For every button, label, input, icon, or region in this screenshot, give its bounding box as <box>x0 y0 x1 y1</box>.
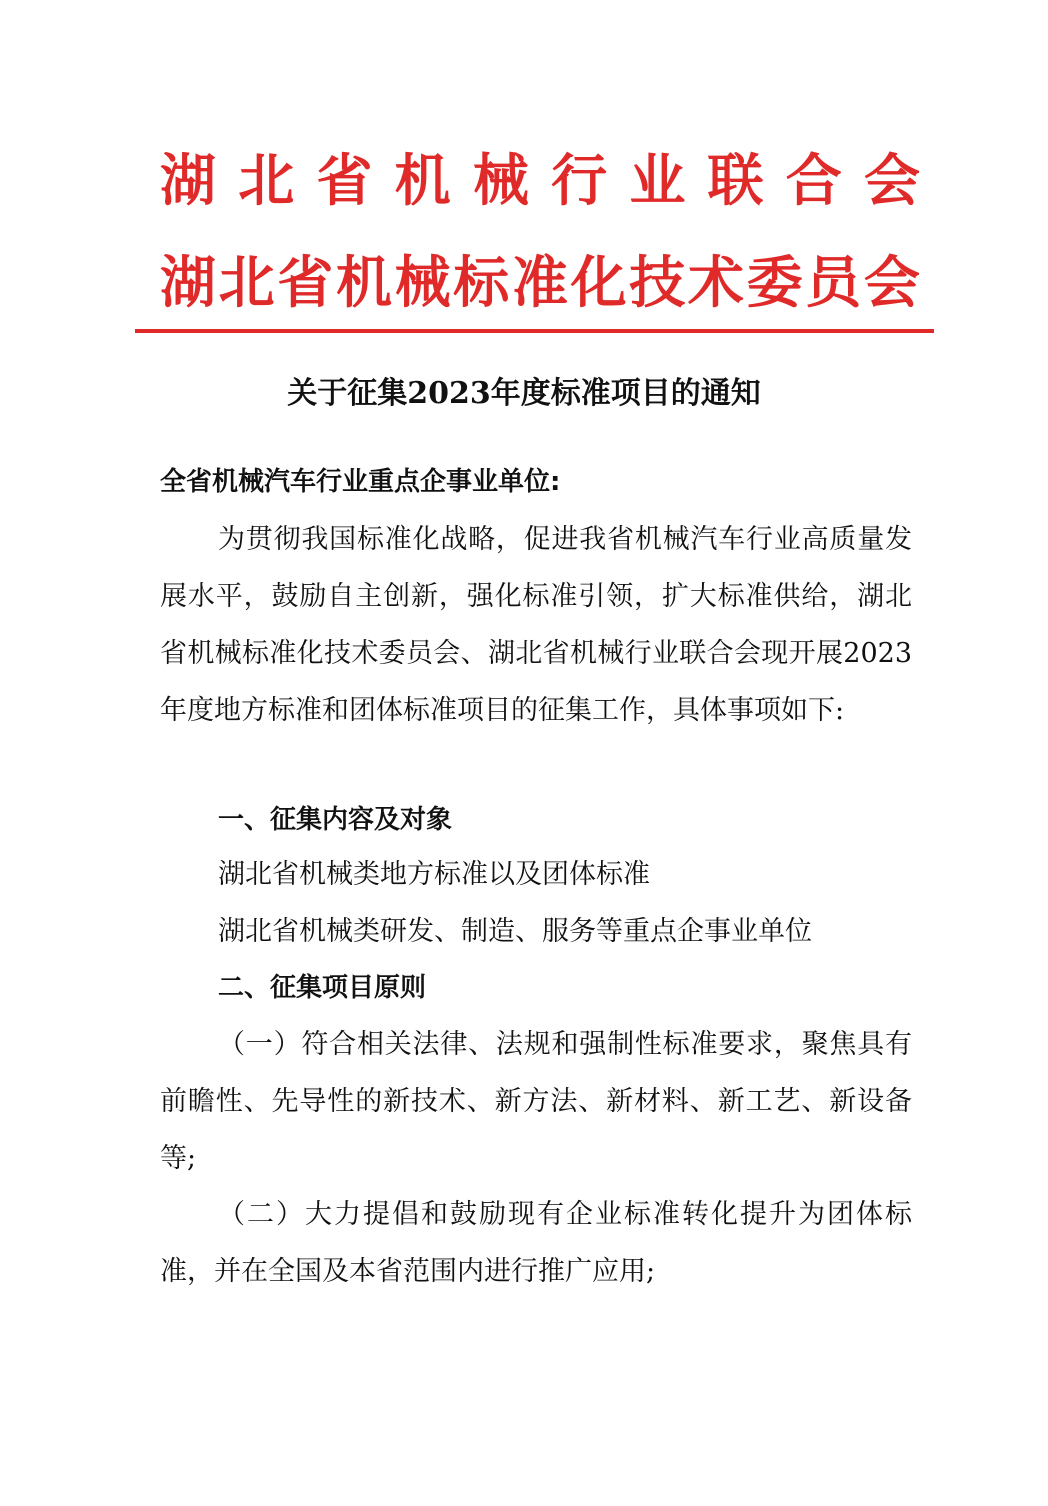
letterhead-char: 湖 <box>160 251 216 316</box>
letterhead-char: 械 <box>394 251 451 316</box>
letterhead-char: 械 <box>472 149 529 214</box>
letterhead-char: 技 <box>629 251 686 316</box>
letterhead-char: 省 <box>277 251 334 316</box>
letterhead-line-2 <box>160 252 920 316</box>
letterhead-char: 合 <box>785 149 842 214</box>
letterhead-char: 会 <box>863 251 920 316</box>
letterhead-char: 省 <box>316 149 373 214</box>
letterhead-char: 北 <box>218 251 275 316</box>
letterhead-char: 员 <box>805 251 862 316</box>
intro-paragraph: 为贯彻我国标准化战略，促进我省机械汽车行业高质量发展水平，鼓励自主创新，强化标准引领，扩大标准供给，湖北省机械标准化技术委员会、湖北省机械行业联合会现开展2023年度地方标准和团体标准项目的征集工作，具体事项如下: <box>160 524 912 726</box>
letterhead-char: 湖 <box>160 149 216 214</box>
letterhead-divider <box>135 329 934 333</box>
section1-line-1: 湖北省机械类地方标准以及团体标准 <box>218 859 650 890</box>
section2-item-1: （一）符合相关法律、法规和强制性标准要求，聚焦具有前瞻性、先导性的新技术、新方法、新材料、新工艺、新设备等; <box>160 1029 912 1174</box>
letterhead-char: 准 <box>511 251 568 316</box>
letterhead-char: 术 <box>687 251 744 316</box>
letterhead-char: 业 <box>629 149 686 214</box>
letterhead-char: 机 <box>335 251 392 316</box>
section-heading-2: 二、征集项目原则 <box>218 973 427 1003</box>
letterhead-char: 北 <box>238 149 295 214</box>
section-heading-1: 一、征集内容及对象 <box>218 805 453 835</box>
letterhead-char: 标 <box>453 251 510 316</box>
section1-line-2: 湖北省机械类研发、制造、服务等重点企事业单位 <box>218 916 812 947</box>
letterhead-char: 委 <box>746 251 803 316</box>
letterhead-char: 机 <box>394 149 451 214</box>
document-title: 关于征集2023年度标准项目的通知 <box>287 376 761 411</box>
letterhead-line-1 <box>160 150 920 214</box>
addressee: 全省机械汽车行业重点企事业单位: <box>160 467 561 497</box>
letterhead-char: 联 <box>707 149 764 214</box>
letterhead-char: 行 <box>551 149 608 214</box>
letterhead-char: 会 <box>863 149 920 214</box>
letterhead-char: 化 <box>570 251 627 316</box>
section2-item-2: （二）大力提倡和鼓励现有企业标准转化提升为团体标准，并在全国及本省范围内进行推广应用; <box>160 1199 912 1287</box>
